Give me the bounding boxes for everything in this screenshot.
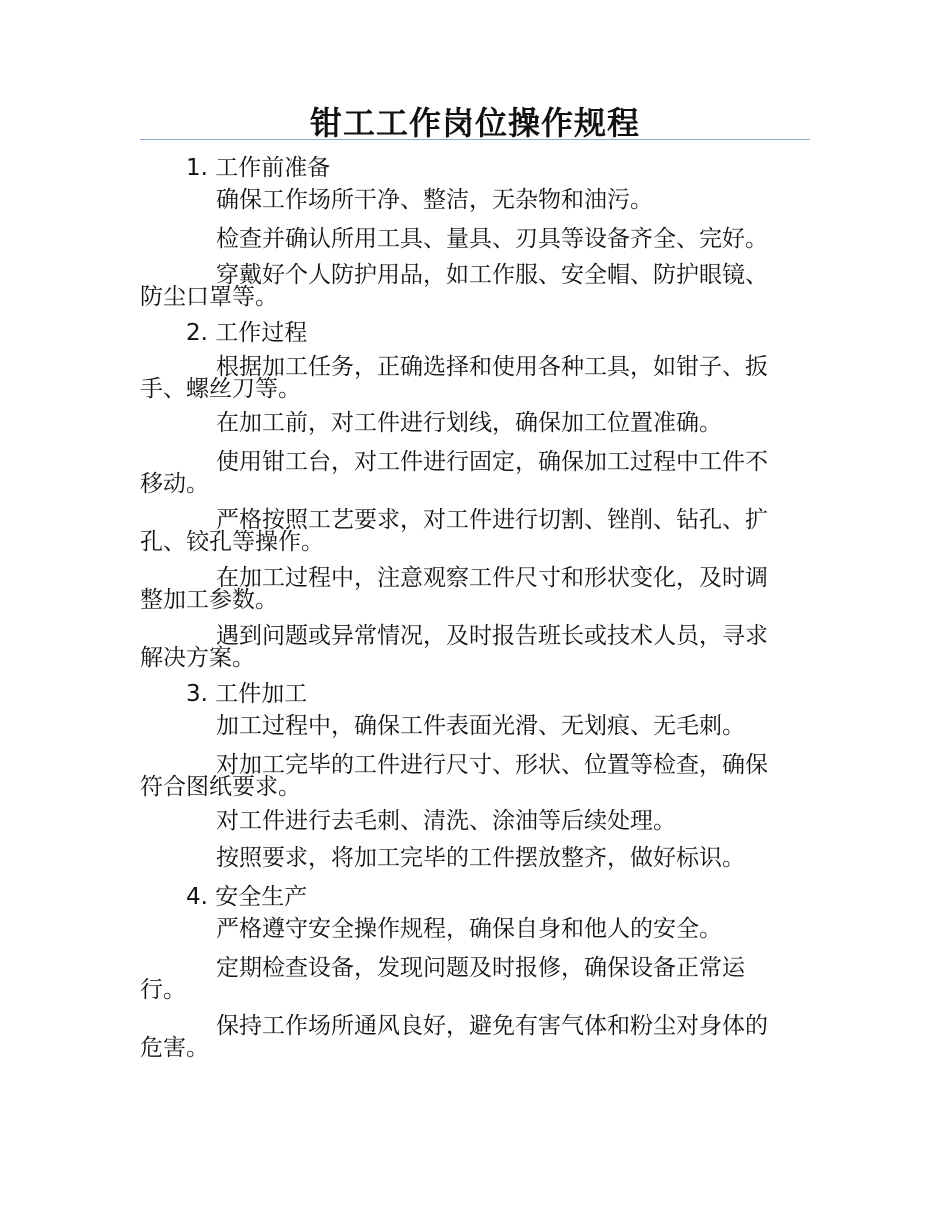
- paragraph: 在加工过程中，注意观察工件尺寸和形状变化，及时调整加工参数。: [140, 565, 768, 613]
- paragraph: 根据加工任务，正确选择和使用各种工具，如钳子、扳手、螺丝刀等。: [140, 354, 768, 402]
- paragraph: 保持工作场所通风良好，避免有害气体和粉尘对身体的危害。: [140, 1013, 768, 1061]
- paragraph: 定期检查设备，发现问题及时报修，确保设备正常运行。: [140, 955, 745, 1003]
- paragraph: 遇到问题或异常情况，及时报告班长或技术人员，寻求解决方案。: [140, 623, 768, 671]
- paragraph: 按照要求，将加工完毕的工件摆放整齐，做好标识。: [216, 845, 745, 871]
- paragraph: 在加工前，对工件进行划线，确保加工位置准确。: [216, 410, 722, 436]
- page-title: 钳工工作岗位操作规程: [309, 104, 640, 142]
- section-heading: 4. 安全生产: [186, 884, 308, 910]
- paragraph: 检查并确认所用工具、量具、刃具等设备齐全、完好。: [216, 226, 768, 252]
- paragraph: 对工件进行去毛刺、清洗、涂油等后续处理。: [216, 808, 676, 834]
- section-heading: 1. 工作前准备: [186, 155, 331, 181]
- paragraph: 穿戴好个人防护用品，如工作服、安全帽、防护眼镜、防尘口罩等。: [140, 262, 768, 310]
- paragraph: 严格按照工艺要求，对工件进行切割、锉削、钻孔、扩孔、铰孔等操作。: [140, 507, 768, 555]
- paragraph: 对加工完毕的工件进行尺寸、形状、位置等检查，确保符合图纸要求。: [140, 752, 768, 800]
- document-body: [140, 151, 800, 1067]
- section-heading: 2. 工作过程: [186, 320, 308, 346]
- paragraph: 严格遵守安全操作规程，确保自身和他人的安全。: [216, 916, 722, 942]
- section-heading: 3. 工件加工: [186, 681, 308, 707]
- paragraph: 加工过程中，确保工件表面光滑、无划痕、无毛刺。: [216, 713, 745, 739]
- paragraph: 确保工作场所干净、整洁，无杂物和油污。: [216, 187, 653, 213]
- title-underline: [140, 139, 810, 140]
- paragraph: 使用钳工台，对工件进行固定，确保加工过程中工件不移动。: [140, 449, 768, 497]
